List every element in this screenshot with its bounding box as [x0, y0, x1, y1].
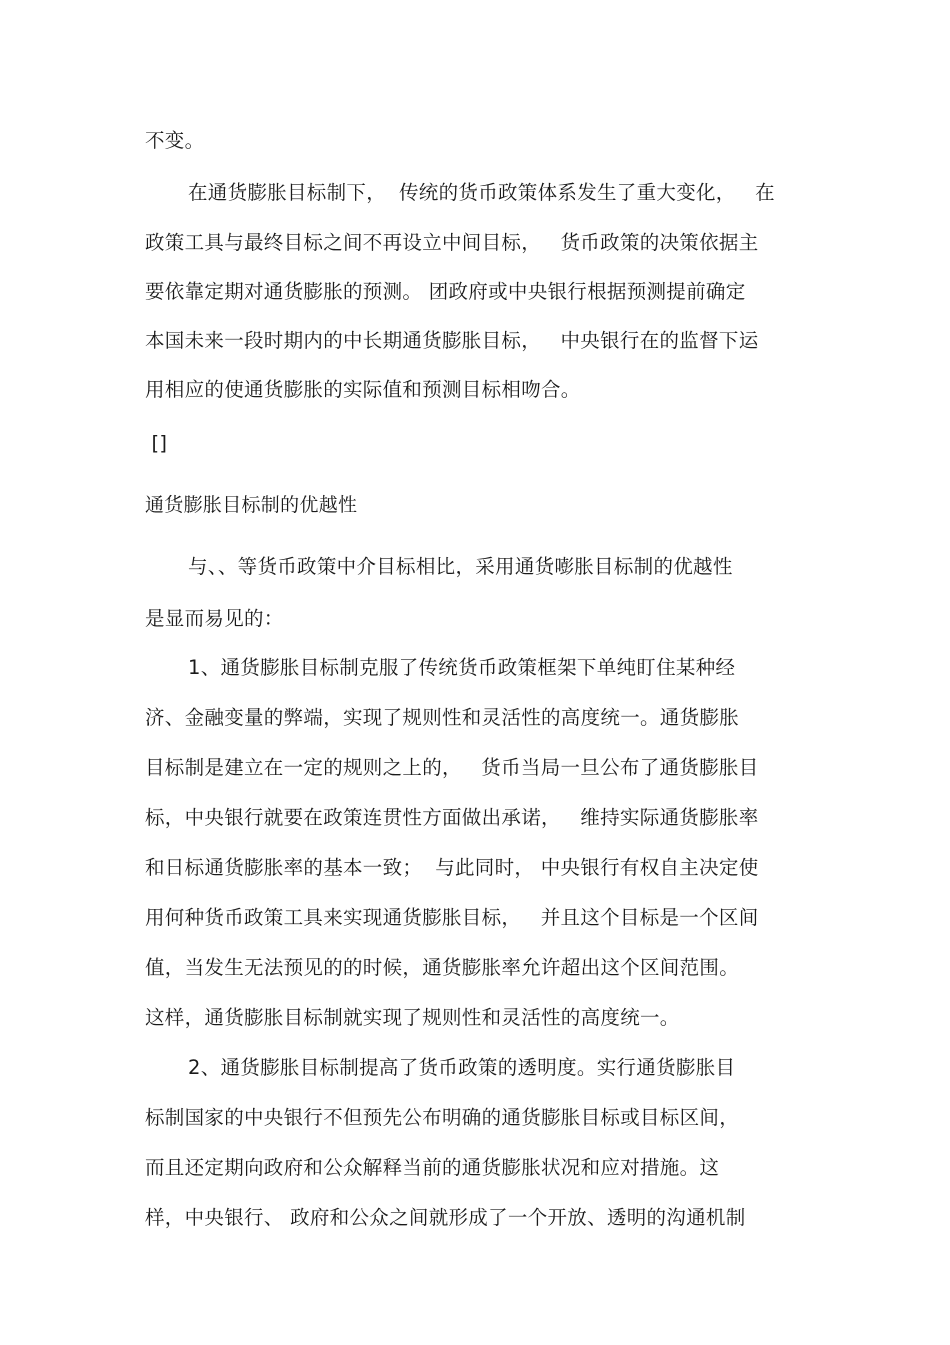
text-line: 这样，通货膨胀目标制就实现了规则性和灵活性的高度统一。 [145, 1006, 680, 1029]
text-line: 与、、等货币政策中介目标相比，采用通货嘭胀目标制的优越性 [188, 555, 733, 578]
text-line: 样，中央银行、 政府和公众之间就形成了一个开放、透明的沟通机制 [145, 1206, 746, 1229]
text-line: 1、通货膨胀目标制克服了传统货币政策框架下单纯盯住某种经 [188, 656, 736, 679]
text-line: 而且还定期向政府和公众解释当前的通货膨胀状况和应对措施。这 [145, 1156, 720, 1179]
text-line: 本国未来一段时期内的中长期通货膨胀目标， 中央银行在的监督下运 [145, 329, 759, 352]
text-line: 用何种货币政策工具来实现通货膨胀目标， 并且这个目标是一个区间 [145, 906, 759, 929]
text-line: 不变。 [145, 129, 205, 152]
text-line: 用相应的使通货膨胀的实际值和预测目标相吻合。 [145, 378, 581, 401]
text-line: 标，中央银行就要在政策连贯性方面做出承诺， 维持实际通货膨胀率 [145, 806, 759, 829]
text-line: 济、金融变量的弊端，实现了规则性和灵活性的高度统一。通货膨胀 [145, 706, 740, 729]
text-line: 在通货膨胀目标制下， 传统的货币政策体系发生了重大变化， 在 [188, 181, 775, 204]
text-line: 值，当发生无法预见的的时候，通货膨胀率允许超出这个区间范围。 [145, 956, 740, 979]
text-line: 政策工具与最终目标之间不再设立中间目标， 货币政策的决策依据主 [145, 231, 759, 254]
section-heading: 通货膨胀目标制的优越性 [145, 494, 358, 516]
text-line: 标制国家的中央银行不但预先公布明确的通货膨胀目标或目标区间， [145, 1106, 740, 1129]
text-line: 要依靠定期对通货膨胀的预测。 团政府或中央银行根据预测提前确定 [145, 280, 746, 303]
text-line: 目标制是建立在一定的规则之上的， 货币当局一旦公布了通货膨胀目 [145, 756, 759, 779]
text-line: 和日标通货膨胀率的基本一致； 与此同时， 中央银行有权自主决定使 [145, 856, 759, 879]
text-line: 2、通货膨胀目标制提高了货币政策的透明度。实行通货膨胀目 [188, 1056, 736, 1079]
citation-bracket: [] [145, 432, 168, 455]
text-line: 是显而易见的： [145, 607, 284, 630]
